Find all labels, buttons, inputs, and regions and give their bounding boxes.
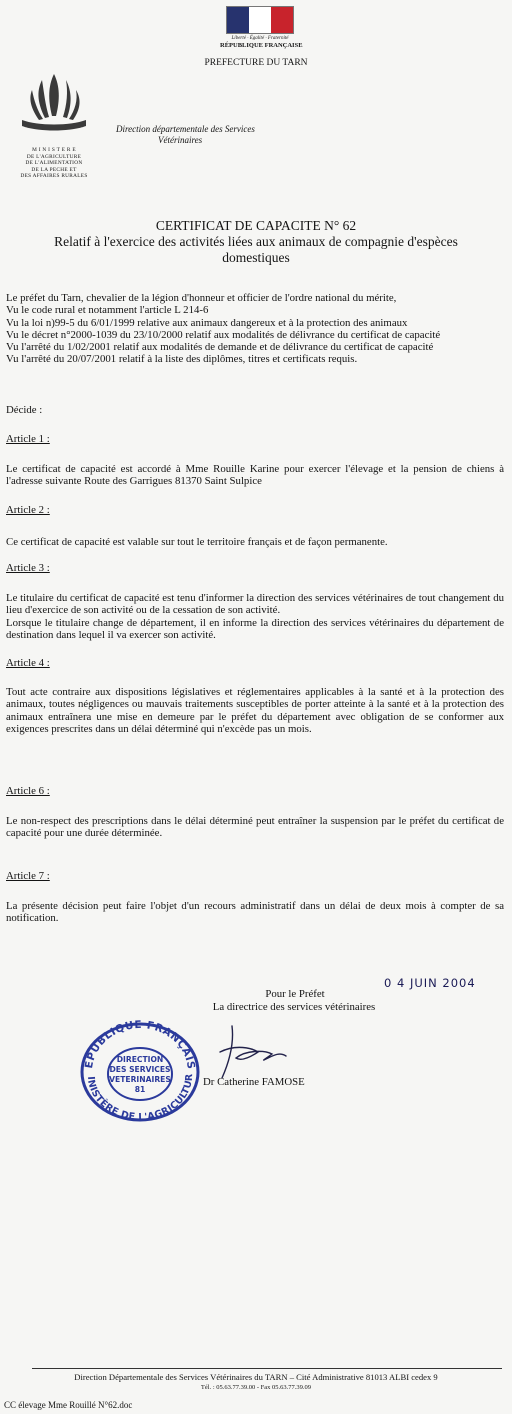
footer-phone: Tél. : 05.63.77.39.00 - Fax 05.63.77.39.09: [200, 1384, 312, 1391]
preamble-line: Vu l'arrêté du 1/02/2001 relatif aux modalités de demande et de délivrance du certificat de capacité: [6, 341, 434, 354]
pour-le-prefet: Pour le Préfet: [265, 988, 325, 1000]
ddsv-stamp-seal: [78, 1020, 202, 1124]
ministry-line: DE L'AGRICULTURE: [26, 153, 82, 160]
article-3-heading: Article 3 :: [6, 562, 50, 574]
article-3-text: [6, 592, 504, 641]
article-2-text: Ce certificat de capacité est valable sur tout le territoire français et de façon permanente.: [6, 536, 388, 548]
article-6-text: Le non-respect des prescriptions dans le délai déterminé peut entraîner la suspension par le préfet du certificat de capacité pour une durée déterminée.: [6, 815, 504, 840]
ministry-line: DES AFFAIRES RURALES: [20, 173, 88, 180]
ddsv-line-2: Vétérinaires: [158, 135, 203, 145]
signature-scribble-icon: [212, 1022, 292, 1082]
preamble-line: Vu la loi n)99-5 du 6/01/1999 relative aux animaux dangereux et à la protection des animaux: [6, 316, 408, 329]
article-1-heading: Article 1 :: [6, 433, 50, 445]
article-3-paragraph-1: Le titulaire du certificat de capacité est tenu d'informer la direction des services vétérinaires de tout changement du lieu d'exercice de son activité ou de la cessation de son activité.: [6, 592, 504, 617]
official-stamp: [78, 1020, 202, 1129]
footer-divider: [32, 1368, 502, 1369]
ministry-line: DE L'ALIMENTATION: [25, 160, 83, 167]
stamp-inner-line: VETERINAIRES: [109, 1075, 171, 1084]
footer-address: Direction Départementale des Services Vétérinaires du TARN – Cité Administrative 81013 ALBI cedex 9: [74, 1372, 438, 1382]
article-6-heading: Article 6 :: [6, 785, 50, 797]
ministry-line: M I N I S T E R E: [32, 147, 76, 153]
stamp-inner-line: DIRECTION: [116, 1055, 164, 1064]
preamble-line: Vu le décret n°2000-1039 du 23/10/2000 relatif aux modalités de délivrance du certificat de capacité: [6, 328, 441, 341]
article-2-heading: Article 2 :: [6, 504, 50, 516]
article-7-text: La présente décision peut faire l'objet d'un recours administratif dans un délai de deux mois à compter de sa notification.: [6, 900, 504, 925]
republique-francaise-logo: [220, 6, 303, 49]
preamble-line: Vu le code rural et notamment l'article L 214-6: [6, 304, 209, 317]
ministry-name: [14, 147, 94, 180]
preamble-line: Le préfet du Tarn, chevalier de la légion d'honneur et officier de l'ordre national du mérite,: [6, 292, 397, 304]
stamp-inner-line: 81: [134, 1085, 146, 1094]
article-4-heading: Article 4 :: [6, 657, 50, 669]
ministry-line: DE LA PECHE ET: [31, 166, 77, 173]
preamble-line: Vu l'arrêté du 20/07/2001 relatif à la liste des diplômes, titres et certificats requis.: [6, 353, 358, 366]
article-4-text: Tout acte contraire aux dispositions législatives et réglementaires applicables à la santé et à la protection des animaux, toutes négligences ou mauvais traitements susceptibles de porter atteinte à la santé et à la protection des animaux entraînera une mise en demeure par le préfet du département avec obligation de se conformer aux exigences prescrites dans un délai déterminé qui n'excède pas un mois.: [6, 686, 504, 735]
stamp-inner-line: DES SERVICES: [109, 1065, 171, 1074]
prefecture-name: PREFECTURE DU TARN: [204, 58, 308, 68]
ddsv-line-1: Direction départementale des Services: [116, 124, 255, 134]
ddsv-header: [116, 124, 316, 146]
tricolor-flag-icon: [226, 6, 294, 34]
stamp-outer-top-text: ÉPUBLIQUE FRANÇAIS: [83, 1020, 198, 1071]
preamble: [6, 292, 504, 366]
certificate-subtitle: Relatif à l'exercice des activités liées aux animaux de compagnie d'espèces domestiques: [54, 234, 458, 265]
article-1-text: Le certificat de capacité est accordé à Mme Rouille Karine pour exercer l'élevage et la pension de chiens à l'adresse suivante Route des Garrigues 81370 Saint Sulpice: [6, 463, 504, 488]
rf-motto: Liberté · Égalité · Fraternité: [231, 36, 289, 41]
wheat-emblem-icon: [14, 70, 94, 138]
ministry-logo: [14, 70, 94, 180]
article-7-heading: Article 7 :: [6, 870, 50, 882]
article-3-paragraph-2: Lorsque le titulaire change de département, il en informe la direction des services vétérinaires du département de destination dans lequel il va exercer son activité.: [6, 616, 504, 641]
stamp-outer-bottom-text: INISTÈRE DE L'AGRICULTUR: [84, 1073, 196, 1124]
certificate-number: CERTIFICAT DE CAPACITE N° 62: [155, 218, 357, 233]
rf-name: RÉPUBLIQUE FRANÇAISE: [220, 42, 303, 49]
document-filename: CC élevage Mme Rouillé N°62.doc: [4, 1400, 133, 1410]
decide-label: Décide :: [6, 404, 43, 416]
date-stamp: 0 4 JUIN 2004: [384, 976, 476, 990]
signature-block: [0, 988, 512, 1013]
signatory-name: Dr Catherine FAMOSE: [203, 1076, 305, 1088]
signatory-role: La directrice des services vétérinaires: [212, 1001, 376, 1013]
certificate-title: [0, 218, 512, 266]
